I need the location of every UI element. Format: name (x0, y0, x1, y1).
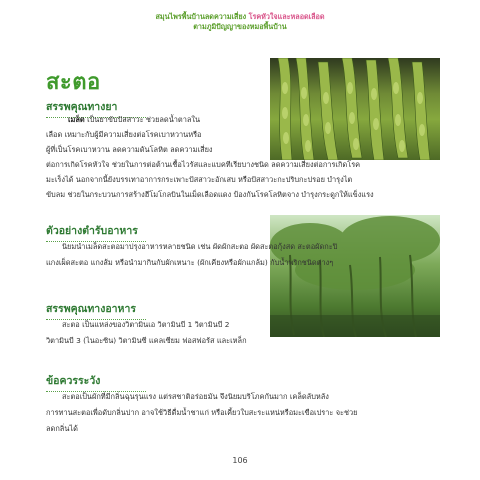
food-line-1: นิยมนำเมล็ดสะตอมาปรุงอาหารหลายชนิด เช่น ผัดผักสะตอ ผัดสะตอกุ้งสด สะตอผัดกะปิ (62, 242, 338, 251)
heading-medicinal-text: สรรพคุณทางยา (46, 101, 118, 113)
header-line-1 (0, 12, 480, 22)
page-number: 106 (232, 456, 248, 465)
medicinal-line-6: ขับลม ช่วยในกระบวนการสร้างฮีโมโกลบินในเม็ดเลือดแดง ป้องกันโรคโลหิตจาง บำรุงกระดูกให้แข็งแรง (46, 190, 374, 199)
food-line-2: แกงเผ็ดสะตอ แกงส้ม หรือนำมากินกับผักเหนาะ (ผักเคียงหรือผักแกล้ม) กับน้ำพริกชนิดต่างๆ (46, 258, 334, 267)
medicinal-line-1 (46, 113, 266, 126)
caution-line-1: สะตอเป็นผักที่มีกลิ่นฉุนรุนแรง แต่รสชาติอร่อยมัน จึงนิยมบริโภคกันมาก เคล็ดลับหลัง (62, 392, 329, 401)
header-book-title: สมุนไพรพื้นบ้านลดความเสี่ยง (155, 12, 249, 21)
caution-line-3: ลดกลิ่นได้ (46, 424, 78, 433)
nutrition-line-1: สะตอ เป็นแหล่งของวิตามินเอ วิตามินบี 1 วิตามินบี 2 (62, 320, 230, 329)
header-line-2: ตามภูมิปัญญาของหมอพื้นบ้าน (193, 22, 287, 31)
header-book-subject: โรคหัวใจและหลอดเลือด (248, 12, 325, 21)
medicinal-line-4: ต่อการเกิดโรคหัวใจ ช่วยในการต่อต้านเชื้อไวรัสและแบคทีเรียบางชนิด ลดความเสี่ยงต่อการเกิดโรค (46, 160, 361, 169)
caution-line-2: การทานสะตอเพื่อดับกลิ่นปาก อาจใช้วิธีดื่มน้ำชาแก่ หรือเคี้ยวใบสะระแหน่หรือมะเขือเปราะ จะช่วย (46, 408, 358, 417)
heading-food (46, 222, 146, 242)
page-header (0, 12, 480, 32)
sator-tree-photo (270, 215, 440, 337)
page-title: สะตอ (46, 70, 101, 95)
medicinal-line-3: ผู้ที่เป็นโรคเบาหวาน ลดความดันโลหิต ลดความเสี่ยง (46, 145, 213, 154)
medicinal-line-2: เลือด เหมาะกับผู้มีความเสี่ยงต่อโรคเบาหวานหรือ (46, 130, 202, 139)
heading-food-text: ตัวอย่างตำรับอาหาร (46, 225, 138, 237)
medicinal-line-5: มะเร็งได้ นอกจากนี้ยังบรรเทาอาการกระเพาะปัสสาวะอักเสบ หรือปัสสาวะกะปริบกะปรอย บำรุงไต (46, 175, 353, 184)
keyword-seed: เมล็ด (68, 115, 85, 124)
nutrition-line-2: วิตามินบี 3 (ไนอะซิน) วิตามินซี แคลเซียม ฟอสฟอรัส และเหล็ก (46, 336, 247, 345)
heading-caution (46, 372, 146, 392)
medicinal-line-1-rest: เป็นยาขับปัสสาวะ ช่วยลดน้ำตาลใน (84, 115, 201, 124)
sator-pods-photo (270, 58, 440, 160)
heading-nutrition-text: สรรพคุณทางอาหาร (46, 303, 136, 315)
heading-nutrition (46, 300, 146, 320)
heading-caution-text: ข้อควรระวัง (46, 375, 101, 387)
